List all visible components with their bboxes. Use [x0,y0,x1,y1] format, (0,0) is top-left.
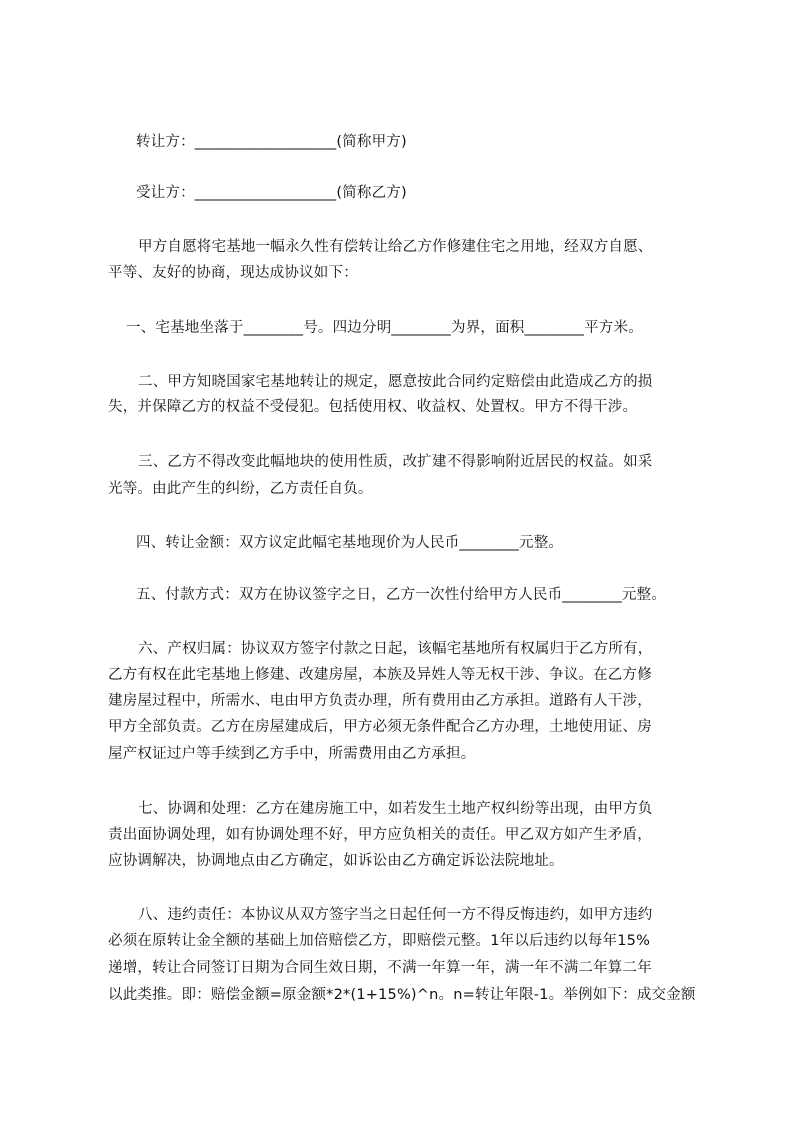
clause-7-line-3: 应协调解决，协调地点由乙方确定，如诉讼由乙方确定诉讼法院地址。 [108,853,564,869]
transferee-line: 受让方：___________________(简称乙方) [136,185,407,201]
clause-3-line-1: 三、乙方不得改变此幅地块的使用性质，改扩建不得影响附近居民的权益。如采 [138,454,653,470]
clause-4-line: 四、转让金额：双方议定此幅宅基地现价为人民币________元整。 [136,535,564,551]
clause-2-line-2: 失，并保障乙方的权益不受侵犯。包括使用权、收益权、处置权。甲方不得干涉。 [108,399,638,415]
clause-6-line-3: 建房屋过程中，所需水、电由甲方负责办理，所有费用由乙方承担。道路有人干涉， [108,693,652,709]
clause-6-line-4: 甲方全部负责。乙方在房屋建成后，甲方必须无条件配合乙方办理，土地使用证、房 [108,719,652,735]
clause-6-line-5: 屋产权证过户等手续到乙方手中，所需费用由乙方承担。 [108,746,476,762]
clause-8-line-1: 八、违约责任：本协议从双方签字当之日起任何一方不得反悔违约，如甲方违约 [138,907,653,923]
clause-8-line-3: 递增，转让合同签订日期为合同生效日期，不满一年算一年，满一年不满二年算二年 [108,960,652,976]
clause-2-line-1: 二、甲方知晓国家宅基地转让的规定，愿意按此合同约定赔偿由此造成乙方的损 [138,374,653,390]
clause-8-line-2: 必须在原转让金全额的基础上加倍赔偿乙方，即赔偿元整。1年以后违约以每年15% [108,933,651,949]
clause-6-line-1: 六、产权归属：协议双方签字付款之日起，该幅宅基地所有权属归于乙方所有， [138,641,653,657]
intro-line-1: 甲方自愿将宅基地一幅永久性有偿转让给乙方作修建住宅之用地，经双方自愿、 [138,239,653,255]
clause-1-line: 一、宅基地坐落于________号。四边分明________为界，面积________平方米。 [126,320,643,336]
clause-3-line-2: 光等。由此产生的纠纷，乙方责任自负。 [108,481,373,497]
clause-5-line: 五、付款方式：双方在协议签字之日，乙方一次性付给甲方人民币________元整。 [136,587,666,603]
transferor-line: 转让方：___________________(简称甲方) [136,134,407,150]
clause-6-line-2: 乙方有权在此宅基地上修建、改建房屋，本族及异姓人等无权干涉、争议。在乙方修 [108,667,652,683]
clause-7-line-2: 责出面协调处理，如有协调处理不好，甲方应负相关的责任。甲乙双方如产生矛盾， [108,827,652,843]
clause-7-line-1: 七、协调和处理：乙方在建房施工中，如若发生土地产权纠纷等出现，由甲方负 [138,801,653,817]
clause-8-line-4: 以此类推。即：赔偿金额=原金额*2*(1+15%)^n。n=转让年限-1。举例如下：成交金额 [108,987,696,1003]
intro-line-2: 平等、友好的协商，现达成协议如下： [108,265,358,281]
